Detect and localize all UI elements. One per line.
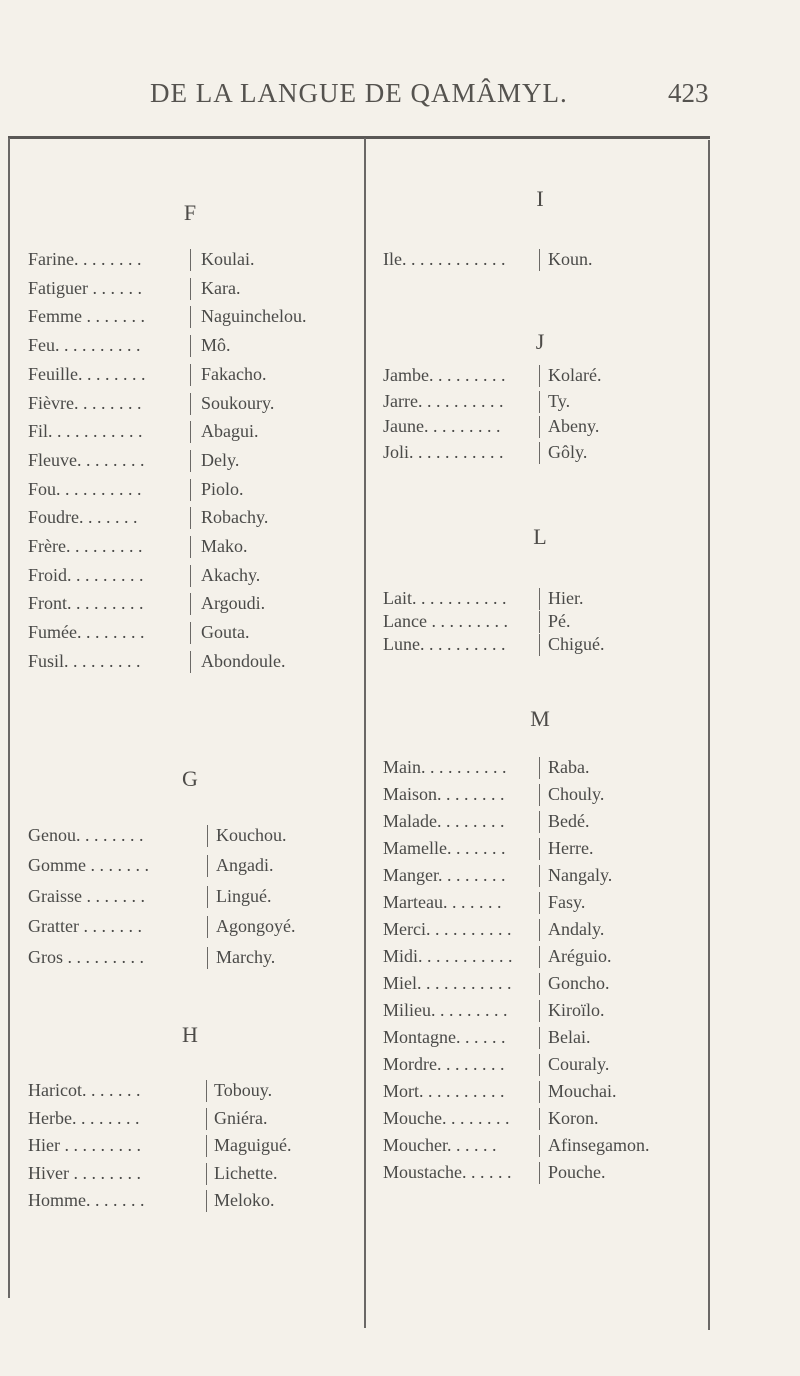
- section-letter: I: [536, 186, 544, 211]
- entry-separator: [539, 865, 540, 887]
- entry-separator: [539, 1000, 540, 1022]
- dictionary-entry: [383, 806, 720, 836]
- entry-gloss: Naguinchelou.: [201, 306, 307, 327]
- entry-gloss: Goncho.: [548, 973, 610, 993]
- entry-term: Lait. . . . . . . . . . .: [383, 588, 507, 608]
- entry-term: Fatiguer . . . . . .: [28, 277, 142, 298]
- entry-gloss: Dely.: [201, 449, 240, 470]
- entry-term: Fleuve. . . . . . . .: [28, 449, 145, 470]
- entry-term: Herbe. . . . . . . .: [28, 1107, 140, 1128]
- running-head: [0, 78, 800, 118]
- entry-term: Front. . . . . . . . .: [28, 593, 144, 614]
- entry-term: Feu. . . . . . . . . .: [28, 335, 141, 356]
- dictionary-entry: [383, 779, 720, 809]
- dictionary-entry: [28, 531, 720, 561]
- entry-gloss: Angadi.: [216, 855, 274, 876]
- entry-term: Marteau. . . . . . .: [383, 892, 502, 912]
- entry-term: Fou. . . . . . . . . .: [28, 478, 142, 499]
- entry-gloss: Robachy.: [201, 507, 269, 528]
- dictionary-entry: [383, 629, 720, 659]
- entry-gloss: Kara.: [201, 277, 241, 298]
- entry-gloss: Lichette.: [214, 1162, 278, 1183]
- entry-separator: [539, 442, 540, 464]
- entry-term: Mort. . . . . . . . . .: [383, 1081, 505, 1101]
- entry-separator: [207, 855, 208, 877]
- entry-separator: [539, 1027, 540, 1049]
- entry-term: Feuille. . . . . . . .: [28, 363, 146, 384]
- entry-separator: [539, 757, 540, 779]
- entry-gloss: Hier.: [548, 588, 584, 608]
- entry-gloss: Meloko.: [214, 1190, 275, 1210]
- entry-separator: [190, 593, 191, 615]
- entry-term: Foudre. . . . . . .: [28, 507, 138, 528]
- entry-separator: [539, 1054, 540, 1076]
- entry-term: Frère. . . . . . . . .: [28, 536, 143, 556]
- entry-gloss: Maguigué.: [214, 1135, 292, 1155]
- dictionary-entry: [28, 330, 720, 360]
- entry-gloss: Abondoule.: [201, 650, 286, 671]
- entry-term: Fusil. . . . . . . . .: [28, 650, 141, 671]
- dictionary-entry: [383, 995, 720, 1025]
- entry-term: Mamelle. . . . . . .: [383, 838, 506, 858]
- dictionary-entry: [383, 833, 720, 863]
- dictionary-entry: [383, 437, 720, 467]
- entry-gloss: Pouche.: [548, 1162, 606, 1182]
- entry-gloss: Abagui.: [201, 421, 259, 442]
- entry-gloss: Kouchou.: [216, 825, 287, 845]
- entry-gloss: Koun.: [548, 249, 593, 269]
- entry-gloss: Chouly.: [548, 784, 605, 804]
- entry-gloss: Marchy.: [216, 946, 276, 967]
- entry-term: Graisse . . . . . . .: [28, 885, 145, 906]
- dictionary-entry: [28, 301, 720, 331]
- entry-separator: [206, 1190, 207, 1212]
- entry-gloss: Fasy.: [548, 892, 586, 912]
- entry-gloss: Nangaly.: [548, 865, 613, 885]
- entry-separator: [190, 622, 191, 644]
- entry-gloss: Chigué.: [548, 634, 605, 654]
- entry-separator: [539, 634, 540, 656]
- entry-term: Froid. . . . . . . . .: [28, 564, 144, 585]
- page-number: 423: [668, 78, 709, 108]
- dictionary-entry: [383, 1076, 720, 1106]
- entry-gloss: Agongoyé.: [216, 916, 296, 937]
- entry-separator: [190, 651, 191, 673]
- entry-separator: [539, 784, 540, 806]
- entry-gloss: Andaly.: [548, 919, 605, 939]
- entry-separator: [207, 825, 208, 847]
- entry-separator: [206, 1080, 207, 1102]
- entry-separator: [539, 946, 540, 968]
- entry-separator: [190, 450, 191, 472]
- dictionary-entry: [383, 860, 720, 890]
- running-title: DE LA LANGUE DE QAMÂMYL.: [150, 78, 568, 108]
- entry-separator: [190, 249, 191, 271]
- section-letter: H: [182, 1022, 198, 1047]
- dictionary-entry: [383, 941, 720, 971]
- entry-term: Main. . . . . . . . . .: [383, 757, 507, 777]
- entry-separator: [207, 886, 208, 908]
- section-letter: F: [183, 200, 197, 225]
- entry-gloss: Aréguio.: [548, 946, 612, 966]
- entry-term: Fumée. . . . . . . .: [28, 622, 145, 643]
- entry-separator: [539, 416, 540, 438]
- entry-gloss: Fakacho.: [201, 363, 267, 384]
- entry-separator: [539, 365, 540, 387]
- dictionary-entry: [383, 1049, 720, 1079]
- entry-term: Joli. . . . . . . . . . .: [383, 441, 504, 462]
- section-letter: J: [535, 329, 545, 354]
- entry-gloss: Argoudi.: [201, 593, 266, 614]
- entry-term: Moucher. . . . . .: [383, 1135, 497, 1155]
- entry-term: Gratter . . . . . . .: [28, 916, 142, 937]
- entry-gloss: Ty.: [548, 390, 571, 411]
- entry-term: Fièvre. . . . . . . .: [28, 392, 142, 413]
- entry-gloss: Gniéra.: [214, 1107, 268, 1128]
- dictionary-entry: [383, 1022, 720, 1052]
- entry-separator: [539, 1162, 540, 1184]
- entry-separator: [190, 335, 191, 357]
- entry-separator: [539, 1135, 540, 1157]
- entry-term: Mordre. . . . . . . .: [383, 1054, 505, 1074]
- entry-term: Homme. . . . . . .: [28, 1190, 145, 1210]
- entry-term: Fil. . . . . . . . . . .: [28, 421, 143, 442]
- entry-separator: [539, 892, 540, 914]
- entry-gloss: Afinsegamon.: [548, 1135, 650, 1155]
- entry-term: Lune. . . . . . . . . .: [383, 634, 506, 654]
- entry-separator: [190, 393, 191, 415]
- entry-term: Hier . . . . . . . . .: [28, 1135, 141, 1155]
- entry-separator: [539, 919, 540, 941]
- entry-gloss: Kolaré.: [548, 365, 602, 385]
- entry-separator: [539, 811, 540, 833]
- entry-term: Hiver . . . . . . . .: [28, 1162, 141, 1183]
- entry-separator: [190, 364, 191, 386]
- entry-gloss: Mako.: [201, 536, 248, 556]
- entry-term: Femme . . . . . . .: [28, 306, 145, 327]
- dictionary-entry: [383, 752, 720, 782]
- section-letter: L: [533, 524, 547, 549]
- dictionary-entry: [383, 968, 720, 998]
- entry-term: Haricot. . . . . . .: [28, 1080, 141, 1100]
- entry-separator: [207, 947, 208, 969]
- section-letter: M: [530, 706, 550, 731]
- entry-term: Maison. . . . . . . .: [383, 784, 505, 804]
- entry-term: Lance . . . . . . . . .: [383, 611, 508, 631]
- entry-term: Gros . . . . . . . . .: [28, 946, 144, 967]
- entry-gloss: Koulai.: [201, 249, 255, 269]
- entry-gloss: Soukoury.: [201, 392, 275, 413]
- table-top-rule: [8, 136, 710, 139]
- entry-term: Ile. . . . . . . . . . . .: [383, 249, 506, 269]
- entry-gloss: Bedé.: [548, 811, 590, 831]
- entry-separator: [206, 1163, 207, 1185]
- entry-gloss: Belai.: [548, 1027, 591, 1047]
- entry-term: Jarre. . . . . . . . . .: [383, 390, 504, 411]
- entry-separator: [190, 565, 191, 587]
- entry-term: Jambe. . . . . . . . .: [383, 365, 506, 385]
- entry-term: Mouche. . . . . . . .: [383, 1108, 510, 1128]
- dictionary-entry: [383, 244, 720, 274]
- entry-gloss: Piolo.: [201, 478, 244, 499]
- entry-term: Jaune. . . . . . . . .: [383, 416, 501, 436]
- entry-separator: [539, 1081, 540, 1103]
- entry-gloss: Herre.: [548, 838, 594, 858]
- entry-gloss: Gôly.: [548, 441, 588, 462]
- entry-term: Genou. . . . . . . .: [28, 825, 144, 845]
- entry-separator: [190, 507, 191, 529]
- entry-term: Farine. . . . . . . .: [28, 249, 142, 269]
- entry-separator: [207, 916, 208, 938]
- entry-gloss: Gouta.: [201, 622, 250, 643]
- entry-gloss: Abeny.: [548, 416, 600, 436]
- entry-gloss: Tobouy.: [214, 1080, 273, 1100]
- entry-term: Manger. . . . . . . .: [383, 865, 506, 885]
- dictionary-entry: [28, 474, 720, 504]
- entry-term: Miel. . . . . . . . . . .: [383, 973, 512, 993]
- entry-separator: [539, 391, 540, 413]
- entry-gloss: Mô.: [201, 335, 231, 356]
- entry-separator: [206, 1108, 207, 1130]
- entry-gloss: Lingué.: [216, 885, 272, 906]
- entry-separator: [206, 1135, 207, 1157]
- dictionary-entry: [383, 1103, 720, 1133]
- section-letter: G: [182, 766, 198, 791]
- entry-gloss: Mouchai.: [548, 1081, 617, 1101]
- entry-term: Montagne. . . . . .: [383, 1027, 506, 1047]
- entry-separator: [190, 421, 191, 443]
- entry-term: Midi. . . . . . . . . . .: [383, 946, 513, 966]
- entry-gloss: Kiroïlo.: [548, 1000, 605, 1020]
- entry-separator: [190, 479, 191, 501]
- dictionary-entry: [383, 887, 720, 917]
- dictionary-entry: [28, 273, 720, 303]
- entry-term: Malade. . . . . . . .: [383, 811, 505, 831]
- entry-term: Moustache. . . . . .: [383, 1162, 512, 1182]
- dictionary-entry: [383, 1157, 720, 1187]
- entry-separator: [539, 1108, 540, 1130]
- dictionary-entry: [383, 1130, 720, 1160]
- entry-separator: [190, 278, 191, 300]
- dictionary-entry: [28, 1185, 720, 1215]
- dictionary-entry: [28, 502, 720, 532]
- entry-term: Gomme . . . . . . .: [28, 855, 149, 876]
- entry-gloss: Couraly.: [548, 1054, 610, 1074]
- entry-gloss: Akachy.: [201, 564, 261, 585]
- entry-separator: [190, 536, 191, 558]
- entry-term: Milieu. . . . . . . . .: [383, 1000, 508, 1020]
- entry-separator: [539, 249, 540, 271]
- entry-gloss: Pé.: [548, 611, 571, 631]
- entry-separator: [190, 306, 191, 328]
- entry-separator: [539, 973, 540, 995]
- dictionary-entry: [383, 914, 720, 944]
- entry-gloss: Koron.: [548, 1108, 599, 1128]
- entry-term: Merci. . . . . . . . . .: [383, 919, 512, 939]
- entry-gloss: Raba.: [548, 757, 590, 777]
- entry-separator: [539, 838, 540, 860]
- table-left-rule: [8, 138, 10, 1298]
